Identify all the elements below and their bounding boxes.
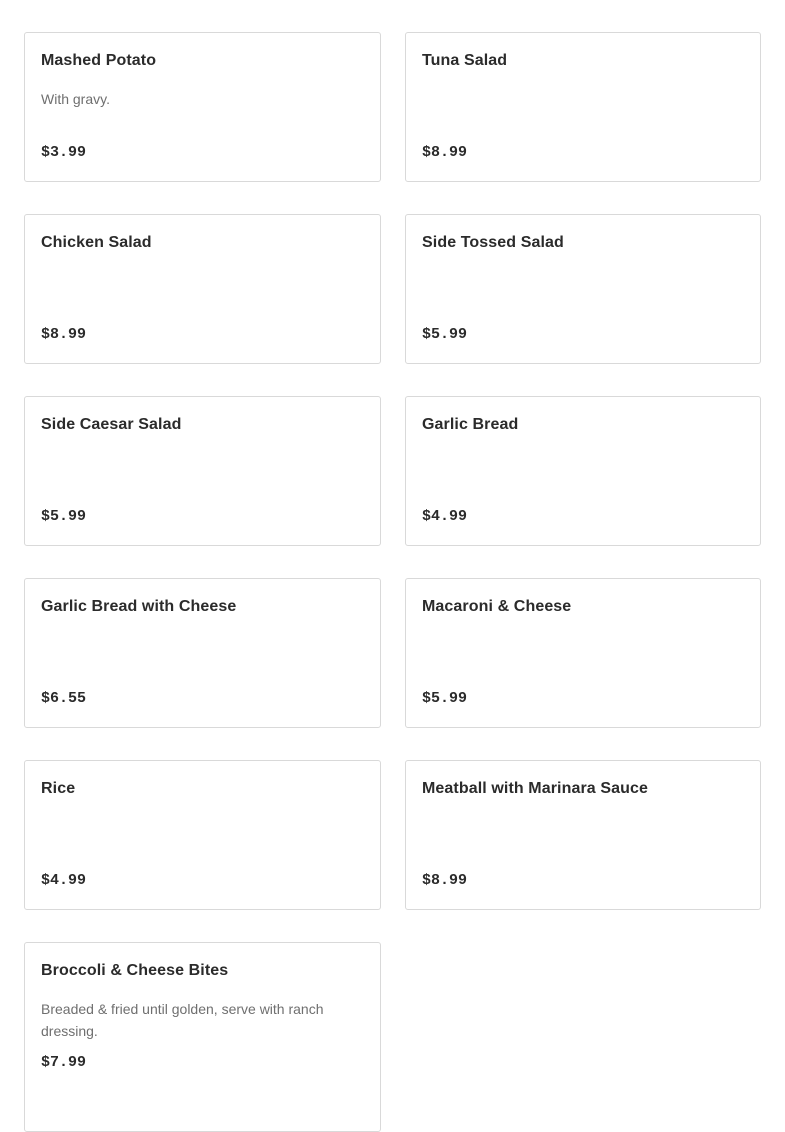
menu-item-price: $8.99 bbox=[422, 144, 468, 161]
menu-item-name: Rice bbox=[41, 780, 76, 797]
menu-item-card[interactable] bbox=[24, 32, 381, 182]
menu-item-name: Broccoli & Cheese Bites bbox=[41, 962, 229, 979]
menu-item-price: $8.99 bbox=[41, 326, 87, 343]
menu-item-price: $5.99 bbox=[41, 508, 87, 525]
menu-item-name: Side Tossed Salad bbox=[422, 234, 564, 251]
menu-item-price: $6.55 bbox=[41, 690, 87, 707]
menu-item-card[interactable] bbox=[24, 214, 381, 364]
menu-item-card[interactable] bbox=[24, 396, 381, 546]
menu-item-price: $8.99 bbox=[422, 872, 468, 889]
menu-item-price: $7.99 bbox=[41, 1054, 87, 1071]
menu-item-description: With gravy. bbox=[41, 91, 110, 107]
menu-item-price: $3.99 bbox=[41, 144, 87, 161]
menu-item-name: Mashed Potato bbox=[41, 52, 157, 69]
menu-item-name: Garlic Bread bbox=[422, 416, 519, 433]
menu-item-card[interactable] bbox=[405, 396, 761, 546]
menu-item-name: Garlic Bread with Cheese bbox=[41, 598, 237, 615]
menu-item-price: $4.99 bbox=[422, 508, 468, 525]
menu-item-name: Side Caesar Salad bbox=[41, 416, 182, 433]
menu-item-name: Meatball with Marinara Sauce bbox=[422, 780, 648, 797]
menu-item-price: $5.99 bbox=[422, 690, 468, 707]
menu-item-name: Tuna Salad bbox=[422, 52, 508, 69]
menu-item-card[interactable] bbox=[405, 214, 761, 364]
menu-item-price: $5.99 bbox=[422, 326, 468, 343]
menu-item-name: Chicken Salad bbox=[41, 234, 152, 251]
menu-item-card[interactable] bbox=[24, 760, 381, 910]
menu-item-name: Macaroni & Cheese bbox=[422, 598, 572, 615]
menu-item-description: Breaded & fried until golden, serve with ranch dressing. bbox=[41, 1001, 324, 1039]
menu-item-card[interactable] bbox=[405, 760, 761, 910]
menu-item-card[interactable] bbox=[405, 578, 761, 728]
menu-item-card[interactable] bbox=[405, 32, 761, 182]
menu-item-card[interactable] bbox=[24, 578, 381, 728]
menu-item-card[interactable] bbox=[24, 942, 381, 1132]
menu-item-price: $4.99 bbox=[41, 872, 87, 889]
menu-items-grid bbox=[24, 0, 761, 1132]
